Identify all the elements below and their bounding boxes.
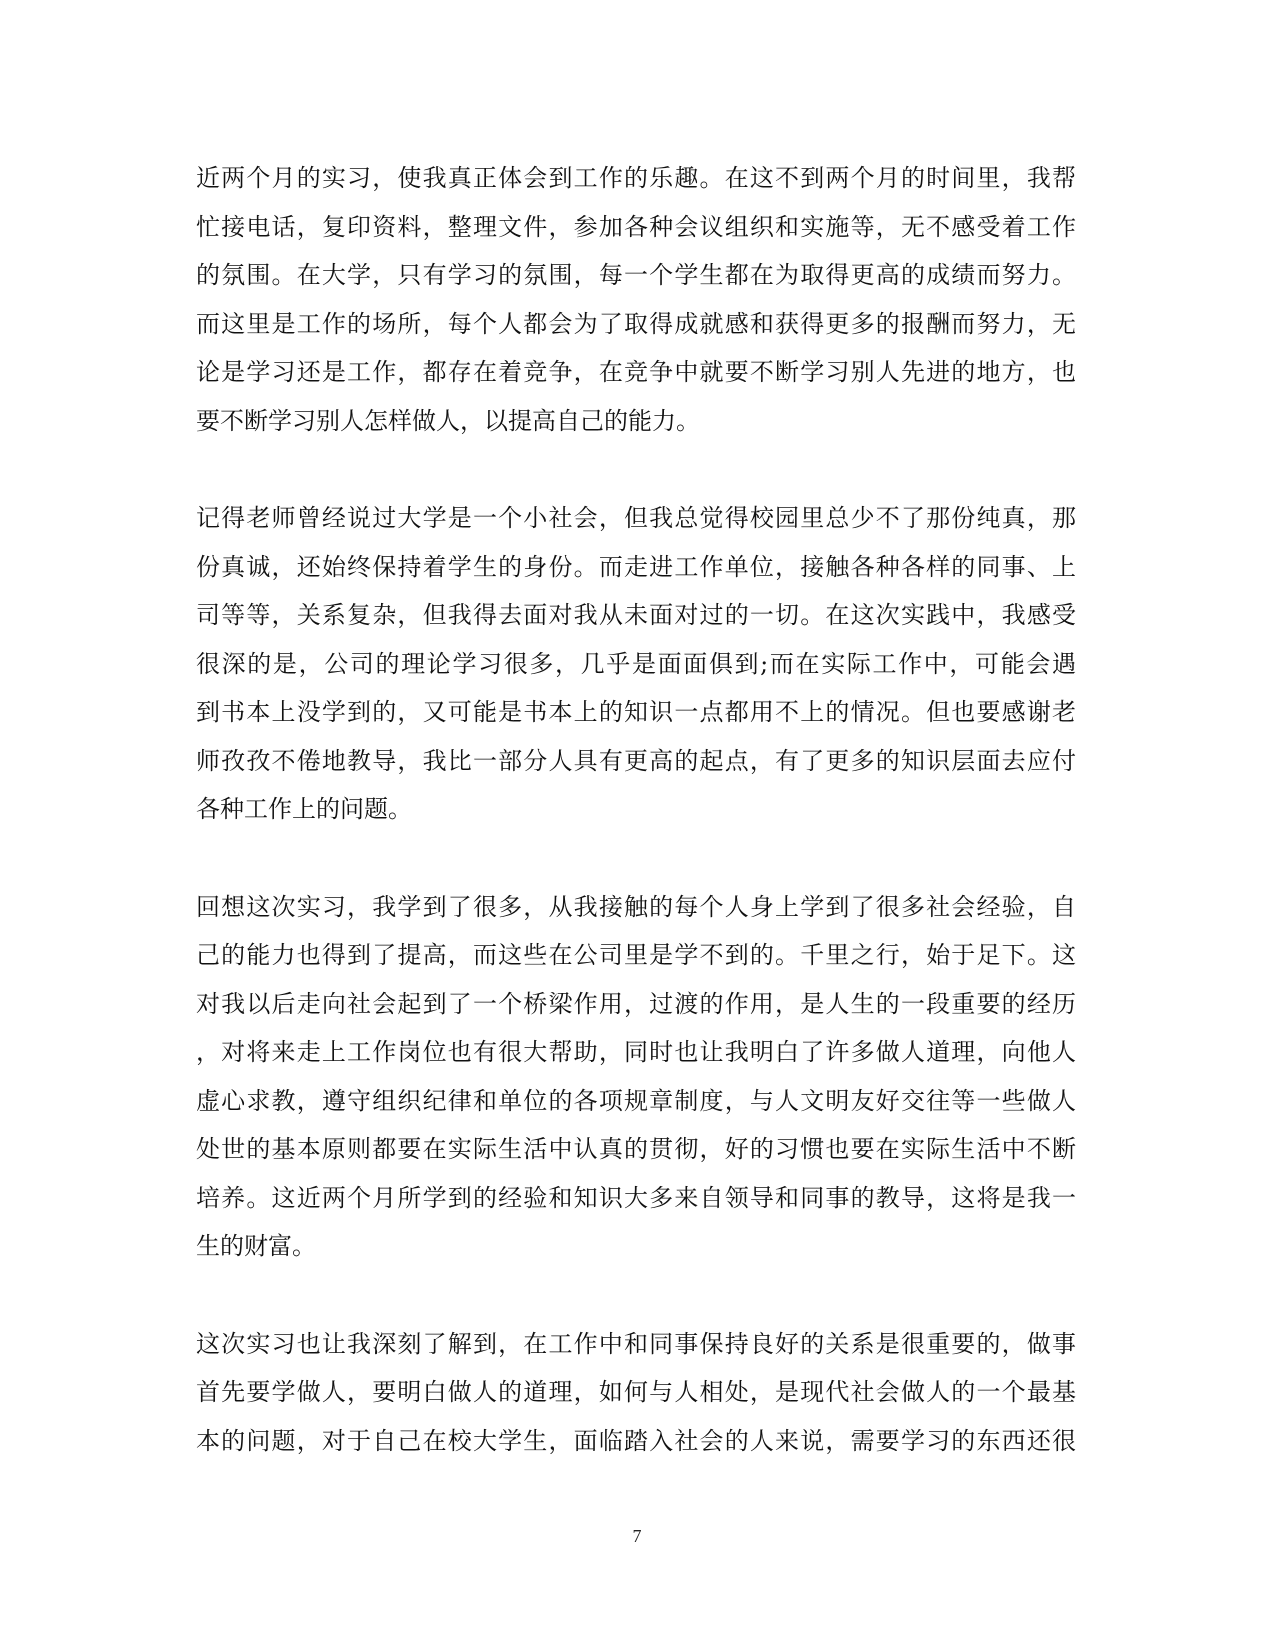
page-number: 7 xyxy=(632,1526,642,1546)
paragraph-1 xyxy=(196,154,1076,445)
text-line: 各种工作上的问题。 xyxy=(196,795,412,823)
text-line: 首先要学做人，要明白做人的道理，如何与人相处，是现代社会做人的一个最基 xyxy=(196,1378,1076,1406)
text-line: 本的问题，对于自己在校大学生，面临踏入社会的人来说，需要学习的东西还很 xyxy=(196,1426,1076,1455)
text-line: 回想这次实习，我学到了很多，从我接触的每个人身上学到了很多社会经验，自 xyxy=(196,892,1076,921)
text-line: 要不断学习别人怎样做人，以提高自己的能力。 xyxy=(196,406,700,435)
text-line: ，对将来走上工作岗位也有很大帮助，同时也让我明白了许多做人道理，向他人 xyxy=(196,1038,1076,1066)
text-line: 生的财富。 xyxy=(196,1232,316,1260)
text-line: 己的能力也得到了提高，而这些在公司里是学不到的。千里之行，始于足下。这 xyxy=(196,941,1076,969)
text-line: 的氛围。在大学，只有学习的氛围，每一个学生都在为取得更高的成绩而努力。 xyxy=(196,261,1076,289)
text-line: 近两个月的实习，使我真正体会到工作的乐趣。在这不到两个月的时间里，我帮 xyxy=(196,164,1076,192)
text-line: 对我以后走向社会起到了一个桥梁作用，过渡的作用，是人生的一段重要的经历 xyxy=(196,989,1076,1018)
text-line: 处世的基本原则都要在实际生活中认真的贯彻，好的习惯也要在实际生活中不断 xyxy=(196,1135,1076,1163)
text-line: 到书本上没学到的，又可能是书本上的知识一点都用不上的情况。但也要感谢老 xyxy=(196,698,1076,726)
paragraph-3 xyxy=(196,883,1076,1271)
text-line: 这次实习也让我深刻了解到，在工作中和同事保持良好的关系是很重要的，做事 xyxy=(196,1329,1076,1358)
paragraph-2 xyxy=(196,494,1076,834)
text-line: 虚心求教，遵守组织纪律和单位的各项规章制度，与人文明友好交往等一些做人 xyxy=(196,1086,1076,1115)
document-body xyxy=(196,154,1076,1465)
text-line: 培养。这近两个月所学到的经验和知识大多来自领导和同事的教导，这将是我一 xyxy=(196,1183,1076,1212)
text-line: 师孜孜不倦地教导，我比一部分人具有更高的起点，有了更多的知识层面去应付 xyxy=(196,746,1076,775)
text-line: 份真诚，还始终保持着学生的身份。而走进工作单位，接触各种各样的同事、上 xyxy=(196,552,1076,581)
text-line: 论是学习还是工作，都存在着竞争，在竞争中就要不断学习别人先进的地方，也 xyxy=(196,358,1076,386)
text-line: 司等等，关系复杂，但我得去面对我从未面对过的一切。在这次实践中，我感受 xyxy=(196,601,1076,629)
text-line: 记得老师曾经说过大学是一个小社会，但我总觉得校园里总少不了那份纯真，那 xyxy=(196,504,1076,532)
text-line: 忙接电话，复印资料，整理文件，参加各种会议组织和实施等，无不感受着工作 xyxy=(196,212,1076,241)
text-line: 很深的是，公司的理论学习很多，几乎是面面俱到;而在实际工作中，可能会遇 xyxy=(196,649,1076,678)
paragraph-4 xyxy=(196,1320,1076,1466)
text-line: 而这里是工作的场所，每个人都会为了取得成就感和获得更多的报酬而努力，无 xyxy=(196,309,1076,338)
